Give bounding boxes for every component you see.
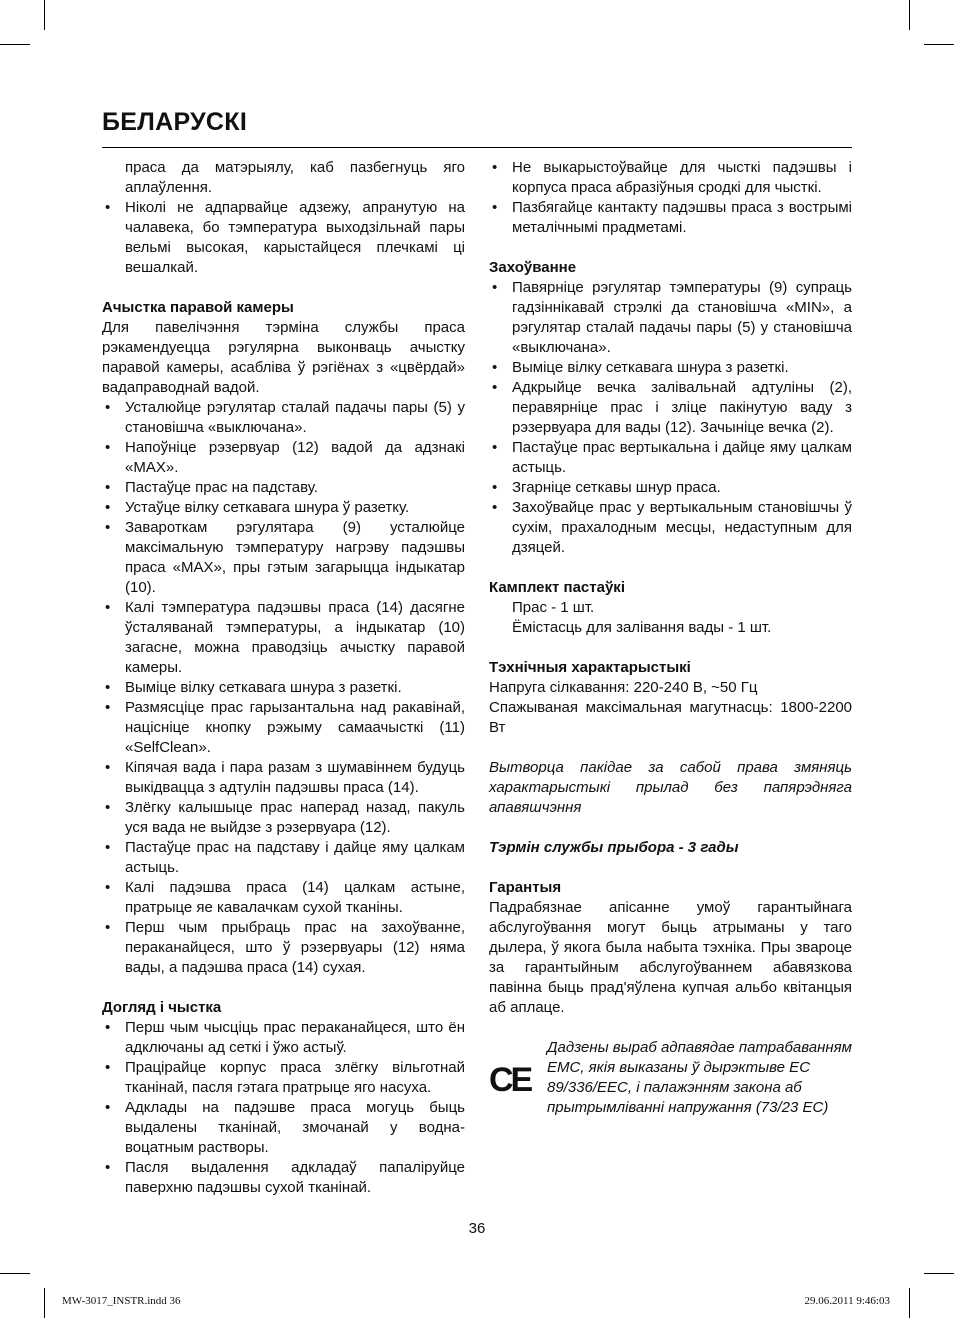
footer-file-info: MW-3017_INSTR.indd 36 <box>62 1295 181 1307</box>
list-item: • Адклады на падэшве праса могуць быць выдалены тканінай, змочанай у водна-воцатным растворы. <box>102 1098 465 1158</box>
title-rule <box>102 147 852 148</box>
crop-mark <box>924 1273 954 1274</box>
list-item: • Пазбягайце кантакту падэшвы праса з вострымі металічнымі прадметамі. <box>489 198 852 238</box>
list-item: • Працірайце корпус праса злёгку вільготнай тканінай, пасля гэтага пратрыце яго насуха. <box>102 1058 465 1098</box>
section-heading-tech: Тэхнічныя характарыстыкі <box>489 659 691 676</box>
tech-power: Спажываная максімальная магутнасць: 1800-2200 Вт <box>489 699 852 736</box>
section-heading-kit: Камплект пастаўкі <box>489 579 625 596</box>
section-heading-care: Догляд і чыстка <box>102 999 222 1016</box>
crop-mark <box>924 44 954 45</box>
list-item: • Напоўніце рэзервуар (12) вадой да адзнакі «MAX». <box>102 438 465 478</box>
list-item: • Размясціце прас гарызантальна над ракавінай, націсніце кнопку рэжыму самаачысткі (11) «SelfClean». <box>102 698 465 758</box>
kit-item: Ёмістасць для залівання вады - 1 шт. <box>512 619 772 636</box>
list-item: • Пасля выдалення адкладаў папаліруйце паверхню падэшвы сухой тканінай. <box>102 1158 465 1198</box>
ce-text: Дадзены выраб адпавядае патрабаванням ЕМС, якія выказаны ў дырэктыве ЕС 89/336/ЕЕС, і палажэнням закона аб прытрымліванні напружання (73/23 ЕС) <box>547 1039 852 1116</box>
list-item: • Не выкарыстоўвайце для чысткі падэшвы і корпуса праса абразіўныя сродкі для чысткі. <box>489 158 852 198</box>
list-item: • Кіпячая вада і пара разам з шумавіннем будуць выкідвацца з адтулін падэшвы праса (14). <box>102 758 465 798</box>
crop-mark <box>0 44 30 45</box>
page-number: 36 <box>468 1220 486 1237</box>
section-heading-storage: Захоўванне <box>489 259 577 276</box>
service-life: Тэрмін службы прыбора - 3 гады <box>489 839 739 856</box>
list-item: • Усталюйце рэгулятар сталай падачы пары (5) у становішча «выключана». <box>102 398 465 438</box>
continued-text: праса да матэрыялу, каб пазбегнуць яго аплаўлення. <box>125 159 465 196</box>
ce-declaration <box>489 1038 852 1118</box>
list-item: • Выміце вілку сеткавага шнура з разеткі. <box>489 358 852 378</box>
list-item: • Калі падэшва праса (14) цалкам астыне, пратрыце яе кавалачкам сухой тканіны. <box>102 878 465 918</box>
list-item: • Завароткам рэгулятара (9) усталюйце максімальную тэмпературу нагрэву падэшвы праса «MAX», пры гэтым загарыцца індыкатар (10). <box>102 518 465 598</box>
list-item: • Калі тэмпература падэшвы праса (14) дасягне ўсталяванай тэмпературы, а індыкатар (10) загасне, можна праводзіць ачыстку паравой камеры. <box>102 598 465 678</box>
bullet-list <box>102 198 465 278</box>
left-column <box>102 158 465 1198</box>
ce-mark-icon: CE <box>489 1061 531 1099</box>
storage-bullet-list <box>489 278 852 558</box>
list-item: • Згарніце сеткавы шнур праса. <box>489 478 852 498</box>
crop-mark <box>0 1273 30 1274</box>
list-item: • Захоўвайце прас у вертыкальным становішчы ў сухім, прахалодным месцы, недаступным для дзяцей. <box>489 498 852 558</box>
list-item: • Пастаўце прас на падставу і дайце яму цалкам астыць. <box>102 838 465 878</box>
tech-voltage: Напруга сілкавання: 220-240 В, ~50 Гц <box>489 679 758 696</box>
steam-bullet-list <box>102 398 465 978</box>
care-bullet-list <box>102 1018 465 1198</box>
maker-note: Вытворца пакідае за сабой права змяняць характарыстыкі прылад без папярэдняга апавяшчэння <box>489 759 852 816</box>
page-title: БЕЛАРУСКІ <box>102 108 248 136</box>
list-item: • Пастаўце прас вертыкальна і дайце яму цалкам астыць. <box>489 438 852 478</box>
footer-timestamp: 29.06.2011 9:46:03 <box>804 1295 890 1307</box>
list-item: • Перш чым прыбраць прас на захоўванне, пераканайцеся, што ў рэзервуары (12) няма вады, а падэшва праса (14) сухая. <box>102 918 465 978</box>
section-heading-warranty: Гарантыя <box>489 879 562 896</box>
list-item: • Устаўце вілку сеткавага шнура ў разетку. <box>102 498 465 518</box>
crop-mark <box>909 0 910 30</box>
list-item: • Адкрыйце вечка залівальнай адтуліны (2), перавярніце прас і зліце пакінутую ваду з рэзервуара для вады (12). Зачыніце вечка (2). <box>489 378 852 438</box>
list-item: • Павярніце рэгулятар тэмпературы (9) супраць гадзіннікавай стрэлкі да становішча «MIN», а рэгулятар сталай падачы пары (5) у становішча «выключана». <box>489 278 852 358</box>
crop-mark <box>44 1288 45 1318</box>
steam-paragraph: Для павелічэння тэрміна службы праса рэкамендуецца рэгулярна выконваць ачыстку паравой камеры, асабліва ў рэгіёнах з «цвёрдай» вадаправоднай вадой. <box>102 319 465 396</box>
warranty-text: Падрабязнае апісанне умоў гарантыйнага абслугоўвання могут быць атрыманы у таго дылера, ў якога была набыта тэхніка. Пры звароце за гарантыйным абслугоўваннем абавязкова павінна быць прад'яўлена купчая альбо квітанцыя аб аплаце. <box>489 899 852 1016</box>
list-item: • Ніколі не адпарвайце адзежу, апранутую на чалавека, бо тэмпература выходзільнай пары вельмі высокая, карыстайцеся плечкамі ці вешалкай. <box>102 198 465 278</box>
right-column <box>489 158 852 1118</box>
list-item: • Пастаўце прас на падставу. <box>102 478 465 498</box>
list-item: • Злёгку калышыце прас наперад назад, пакуль уся вада не выйдзе з рэзервуара (12). <box>102 798 465 838</box>
bullet-list <box>489 158 852 238</box>
list-item: • Выміце вілку сеткавага шнура з разеткі. <box>102 678 465 698</box>
section-heading-steam: Ачыстка паравой камеры <box>102 299 294 316</box>
crop-mark <box>909 1288 910 1318</box>
kit-item: Прас - 1 шт. <box>512 599 595 616</box>
list-item: • Перш чым чысціць прас пераканайцеся, што ён адключаны ад сеткі і ўжо астыў. <box>102 1018 465 1058</box>
crop-mark <box>44 0 45 30</box>
